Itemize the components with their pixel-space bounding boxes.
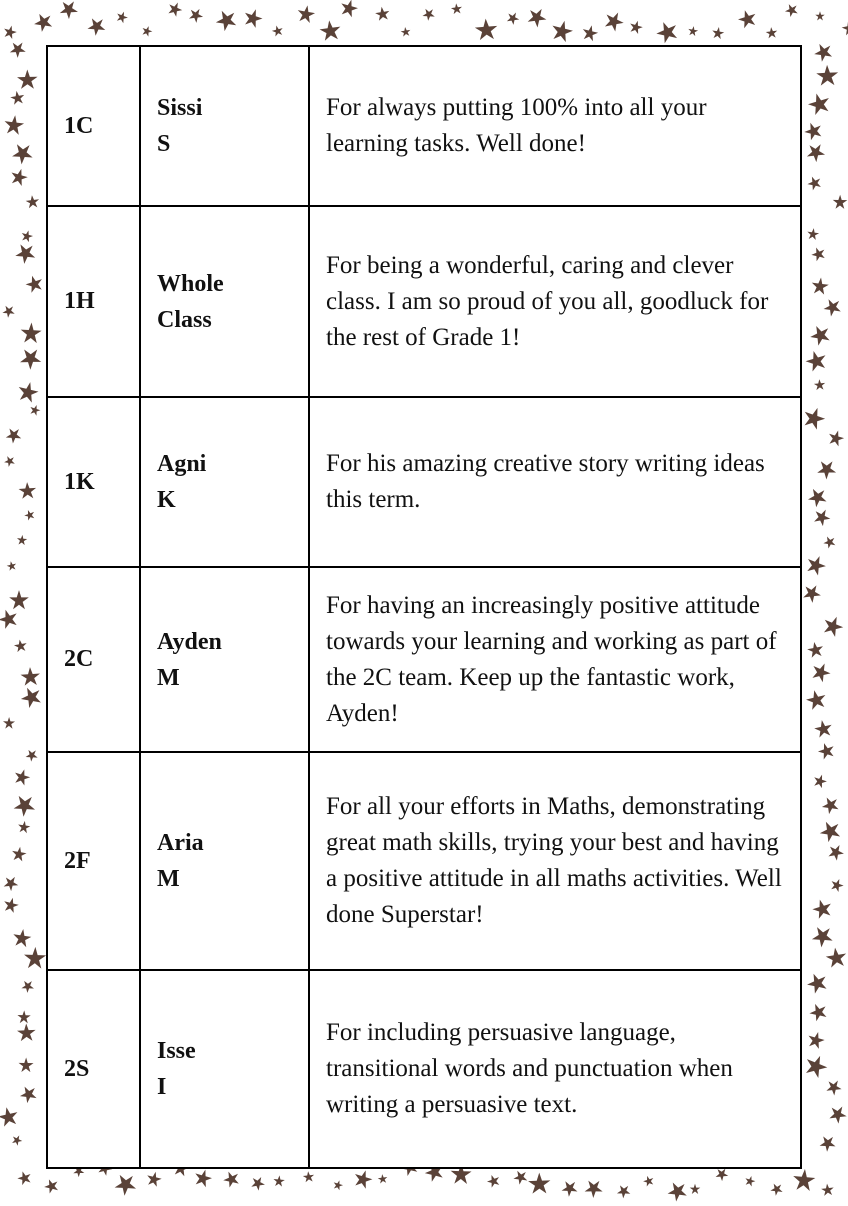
- star-icon: [10, 846, 27, 863]
- star-icon: [6, 38, 29, 61]
- star-icon: [807, 227, 821, 241]
- award-message: For including persuasive language, transitional words and punctuation when writing a persuasive text.: [309, 970, 801, 1168]
- star-icon: [19, 322, 42, 345]
- student-first-name: Sissi: [157, 95, 203, 121]
- star-icon: [241, 6, 265, 30]
- star-icon: [689, 1184, 700, 1195]
- star-icon: [806, 321, 835, 350]
- star-icon: [2, 896, 21, 915]
- star-icon: [805, 89, 836, 120]
- star-icon: [803, 139, 829, 165]
- star-icon: [819, 793, 844, 818]
- star-icon: [764, 25, 780, 41]
- star-icon: [821, 534, 839, 552]
- star-icon: [331, 1179, 344, 1192]
- star-icon: [820, 1181, 837, 1198]
- star-icon: [2, 114, 25, 137]
- star-icon: [804, 968, 833, 997]
- star-icon: [824, 1077, 846, 1099]
- star-icon: [663, 1177, 691, 1205]
- star-icon: [807, 999, 832, 1024]
- star-icon: [839, 17, 848, 38]
- star-icon: [16, 479, 39, 502]
- star-icon: [768, 1180, 786, 1198]
- star-icon: [812, 377, 827, 392]
- table-row: [47, 397, 801, 567]
- star-icon: [449, 1, 464, 16]
- star-icon: [810, 506, 833, 529]
- student-last-name: Class: [157, 306, 212, 333]
- star-icon: [295, 3, 316, 24]
- star-icon: [2, 454, 18, 470]
- star-icon: [5, 559, 19, 573]
- star-icon: [11, 927, 32, 948]
- student-first-name: Whole: [157, 270, 224, 297]
- star-icon: [799, 403, 828, 432]
- student-first-name: Isse: [157, 1038, 196, 1064]
- star-icon: [17, 682, 47, 712]
- star-icon: [42, 1175, 63, 1196]
- star-icon: [111, 1169, 142, 1200]
- student-last-name: I: [157, 1074, 167, 1100]
- star-icon: [484, 1172, 503, 1191]
- star-icon: [8, 166, 30, 188]
- star-icon: [628, 18, 645, 35]
- star-icon: [212, 5, 242, 35]
- star-icon: [272, 1175, 285, 1188]
- star-icon: [806, 1029, 827, 1050]
- star-icon: [825, 1102, 848, 1127]
- star-icon: [820, 612, 847, 639]
- star-icon: [377, 1173, 390, 1186]
- star-icon: [17, 819, 31, 833]
- table-row: [47, 46, 801, 206]
- star-icon: [813, 61, 842, 90]
- star-icon: [815, 11, 825, 21]
- star-icon: [812, 772, 829, 789]
- star-icon: [687, 25, 699, 37]
- star-icon: [317, 17, 346, 46]
- star-icon: [472, 15, 502, 45]
- student-name-cell: [140, 46, 309, 206]
- star-icon: [829, 877, 846, 894]
- star-icon: [19, 977, 37, 995]
- star-icon: [28, 403, 42, 417]
- star-icon: [735, 6, 761, 32]
- star-icon: [23, 946, 47, 970]
- star-icon: [823, 944, 848, 972]
- star-icon: [832, 195, 847, 210]
- star-icon: [816, 1132, 839, 1155]
- student-first-name: Agni: [157, 451, 207, 477]
- star-icon: [614, 1182, 633, 1201]
- class-cell: 1C: [47, 46, 140, 206]
- star-icon: [186, 5, 206, 25]
- award-message: For having an increasingly positive attitude towards your learning and working as part of the 2C team. Keep up the fantastic work, Ayden!: [309, 567, 801, 752]
- star-icon: [400, 25, 414, 39]
- award-message: For his amazing creative story writing ideas this term.: [309, 397, 801, 567]
- star-icon: [165, 0, 184, 19]
- star-icon: [581, 1175, 607, 1201]
- star-icon: [805, 173, 825, 193]
- star-icon: [808, 659, 833, 684]
- star-icon: [115, 9, 130, 24]
- star-icon: [2, 424, 25, 447]
- star-icon: [338, 0, 360, 19]
- star-icon: [804, 639, 826, 661]
- student-last-name: M: [157, 866, 180, 892]
- star-icon: [12, 767, 33, 788]
- star-icon: [711, 25, 725, 39]
- star-icon: [8, 138, 38, 168]
- student-name-cell: [140, 752, 309, 970]
- star-icon: [811, 717, 836, 742]
- student-name-cell: [140, 206, 309, 397]
- star-icon: [12, 637, 30, 655]
- star-icon: [641, 1173, 656, 1188]
- student-name-cell: [140, 397, 309, 567]
- star-icon: [23, 746, 41, 764]
- table-row: [47, 752, 801, 970]
- star-icon: [56, 0, 82, 22]
- student-first-name: Ayden: [157, 628, 222, 655]
- table-row: [47, 970, 801, 1168]
- award-message: For all your efforts in Maths, demonstrating great math skills, trying your best and having a positive attitude in all maths activities. Well done Superstar!: [309, 752, 801, 970]
- student-first-name: Aria: [157, 830, 204, 856]
- star-icon: [0, 302, 18, 320]
- star-icon: [549, 17, 576, 44]
- star-icon: [743, 1175, 756, 1188]
- table-row: [47, 206, 801, 397]
- star-icon: [3, 717, 16, 730]
- star-icon: [420, 5, 438, 23]
- star-icon: [373, 4, 393, 24]
- star-icon: [525, 1169, 554, 1198]
- student-last-name: S: [157, 131, 171, 157]
- star-icon: [815, 739, 839, 763]
- star-icon: [270, 23, 286, 39]
- star-icon: [23, 193, 41, 211]
- student-name-cell: [140, 970, 309, 1168]
- class-cell: 2S: [47, 970, 140, 1168]
- star-icon: [810, 276, 830, 296]
- class-cell: 2F: [47, 752, 140, 970]
- star-icon: [0, 873, 21, 894]
- star-icon: [809, 895, 836, 922]
- star-icon: [301, 1169, 316, 1184]
- star-icon: [791, 1167, 816, 1192]
- star-icon: [16, 534, 28, 546]
- table-row: [47, 567, 801, 752]
- star-icon: [15, 343, 46, 374]
- star-icon: [221, 1167, 244, 1190]
- star-icon: [10, 1133, 24, 1147]
- student-last-name: M: [157, 664, 180, 691]
- star-icon: [653, 16, 684, 47]
- star-icon: [504, 10, 522, 28]
- star-icon: [23, 507, 38, 522]
- star-icon: [30, 9, 57, 36]
- star-icon: [782, 1, 801, 20]
- star-icon: [826, 428, 846, 448]
- star-icon: [800, 580, 825, 605]
- star-icon: [801, 1051, 831, 1081]
- student-last-name: K: [157, 487, 176, 513]
- star-icon: [809, 244, 829, 264]
- class-cell: 1H: [47, 206, 140, 397]
- star-icon: [803, 552, 829, 578]
- star-icon: [84, 13, 110, 39]
- star-icon: [803, 686, 831, 714]
- star-icon: [524, 3, 551, 30]
- student-name-cell: [140, 567, 309, 752]
- star-icon: [820, 294, 846, 320]
- award-message: For being a wonderful, caring and clever class. I am so proud of you all, goodluck for the rest of Grade 1!: [309, 206, 801, 397]
- star-icon: [559, 1177, 582, 1200]
- star-icon: [16, 379, 41, 404]
- star-icon: [248, 1173, 267, 1192]
- star-icon: [22, 272, 47, 297]
- star-icon: [192, 1167, 214, 1189]
- star-icon: [600, 8, 626, 34]
- star-icon: [11, 239, 40, 268]
- star-icon: [10, 789, 41, 820]
- star-icon: [352, 1167, 376, 1191]
- class-cell: 2C: [47, 567, 140, 752]
- star-icon: [15, 1021, 40, 1046]
- star-icon: [144, 1170, 162, 1188]
- star-icon: [580, 23, 600, 43]
- star-icon: [802, 346, 832, 376]
- star-icon: [17, 1082, 42, 1107]
- awards-table: [46, 45, 802, 1169]
- star-icon: [0, 1103, 23, 1131]
- star-icon: [18, 1057, 34, 1073]
- star-icon: [813, 455, 840, 482]
- star-icon: [140, 24, 154, 38]
- award-message: For always putting 100% into all your learning tasks. Well done!: [309, 46, 801, 206]
- class-cell: 1K: [47, 397, 140, 567]
- star-icon: [15, 1168, 35, 1188]
